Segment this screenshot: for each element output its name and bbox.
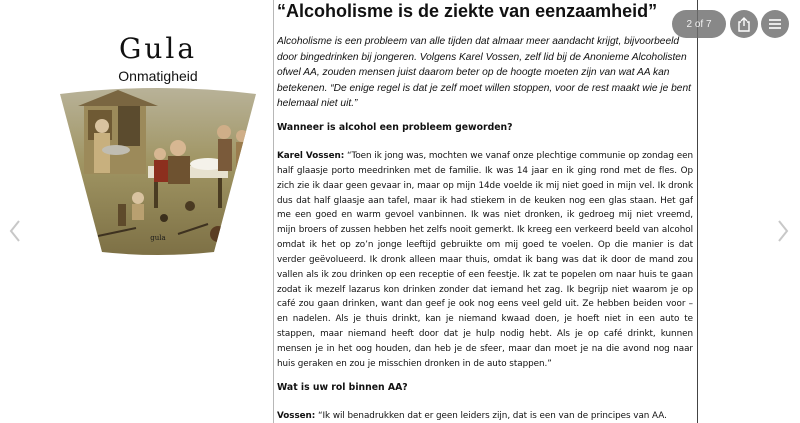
- next-page-arrow[interactable]: [777, 219, 789, 243]
- page-border-right: [697, 0, 698, 423]
- answer-text: “Ik wil benadrukken dat er geen leiders zijn, dat is een van de principes van AA.: [315, 411, 667, 421]
- share-icon: [737, 17, 751, 32]
- page-current: 2: [686, 18, 693, 30]
- chevron-right-icon: [777, 219, 789, 243]
- page-border-left: [273, 0, 274, 423]
- speaker-name: Vossen:: [277, 411, 316, 421]
- artwork-title: Gula: [118, 32, 198, 65]
- painting-caption: gula: [150, 234, 166, 242]
- artwork-panel: [58, 0, 258, 260]
- interview-answer: [277, 409, 693, 423]
- page-total: 7: [705, 18, 712, 30]
- menu-button[interactable]: [761, 10, 789, 38]
- article: [277, 0, 693, 423]
- share-button[interactable]: [730, 10, 758, 38]
- page-counter: [672, 10, 726, 38]
- article-intro: Alcoholisme is een probleem van alle tijden dat almaar meer aandacht krijgt, bijvoorbeeld door bingedrinken bij jongeren. Volgens Karel Vossen, zelf lid bij de Anonieme Alcoholisten ofwel AA, zouden mensen juist daarom beter op de hoogte moeten zijn van wat AA kan betekenen. “De enige regel is dat je zelf moet willen stoppen, voor de rest maakt wie je bent helemaal niet uit.”: [277, 36, 691, 110]
- interview-question: Wanneer is alcohol een probleem geworden?: [277, 122, 513, 133]
- speaker-name: Karel Vossen:: [277, 151, 345, 161]
- article-headline: “Alcoholisme is de ziekte van eenzaamheid”: [277, 1, 658, 21]
- interview-question: Wat is uw rol binnen AA?: [277, 382, 408, 393]
- hamburger-menu-icon: [768, 18, 782, 30]
- previous-page-arrow[interactable]: [9, 219, 21, 243]
- gluttony-painting: [58, 86, 258, 256]
- interview-answer: [277, 149, 693, 372]
- answer-text: “Toen ik jong was, mochten we vanaf onze plechtige communie op zondag een half glaasje porto meedrinken met de familie. Ik was 14 jaar en ik ging rond met de fles. Op zich zie ik daar geen gevaar in, maar op mijn 14de voelde ik mij niet goed in mijn vel. Ik dronk dus dat half glaasje aan tafel, maar ik had stiekem in de keuken nog een glas staan. Het gaf me een goed en warm gevoel vanbinnen. Ik was niet dronken, ik gedroeg mij niet vreemd, mijn broers of zussen hebben het zelfs nooit gemerkt. Ik kreeg een verkeerd beeld van alcohol omdat ik het op zo’n jonge leeftijd gebruikte om mij goed te voelen. Op die manier is dat verder geëvolueerd. Ik dronk alleen maar thuis, omdat ik bang was dat ik door de mand zou vallen als ik zou drinken op een receptie of een feestje. Ik zat te popelen om naar huis te gaan zodat ik mezelf lazarus kon drinken zonder dat iemand het zag. Ik begrijp niet waarom je op café zou gaan drinken, want dan geef je ook nog eens veel geld uit. Ze hebben beiden voor – en nadelen. Als je thuis drinkt, kan je niemand kwaad doen, je hoeft niet in een auto te stappen, maar niemand heeft door dat je hulp nodig hebt. Als je op café drinkt, kunnen mensen je in het oog houden, dan heb je de sfeer, maar dan moet je na die avond nog naar huis geraken en zou je misschien dronken in de auto stappen.”: [277, 151, 693, 369]
- artwork-subtitle: Onmatigheid: [118, 68, 198, 84]
- page-separator: of: [694, 18, 704, 30]
- chevron-left-icon: [9, 219, 21, 243]
